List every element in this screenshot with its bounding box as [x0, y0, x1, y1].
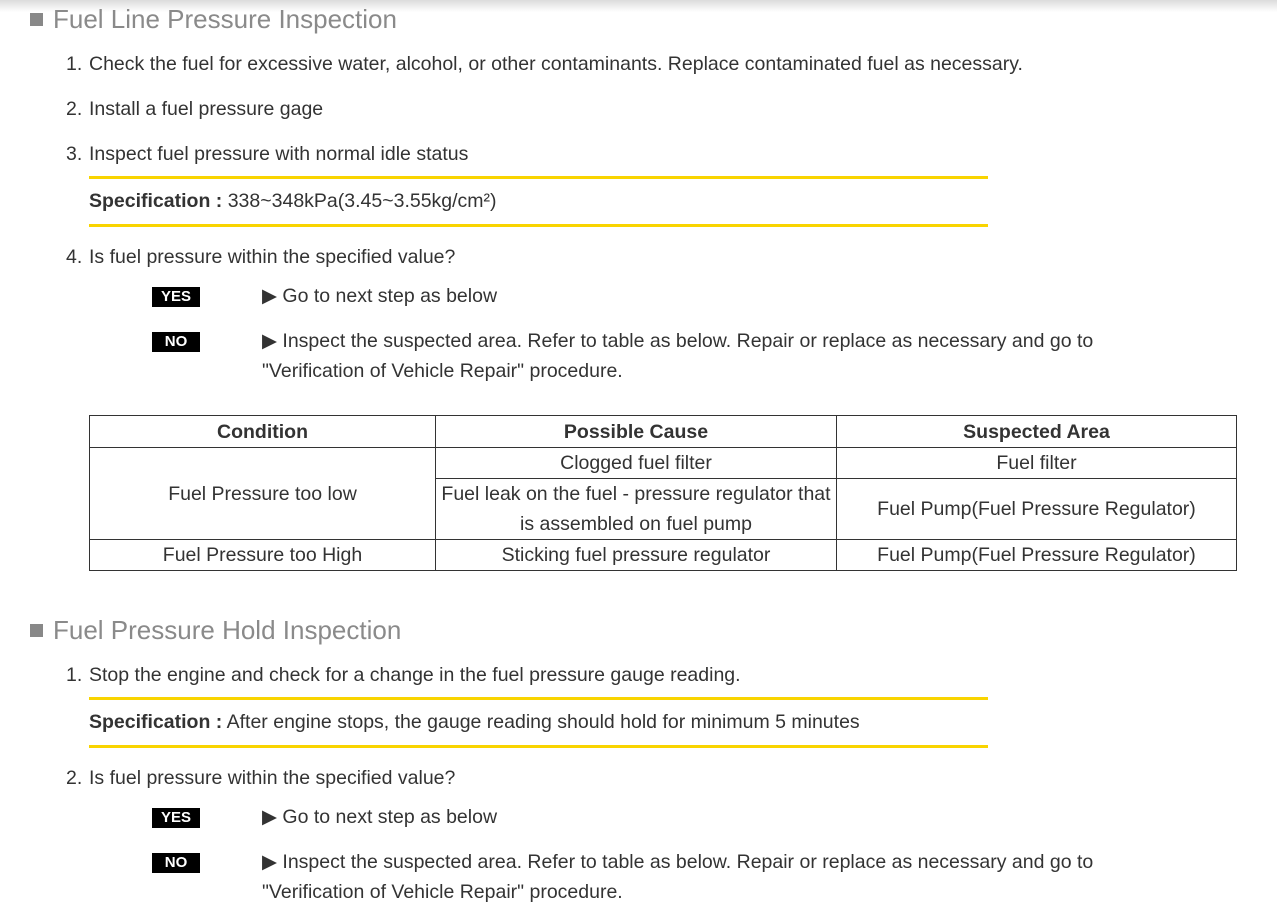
- step-4: [66, 246, 456, 269]
- step-text: Inspect fuel pressure with normal idle status: [89, 143, 469, 165]
- step-number: 3.: [66, 143, 83, 165]
- cell-cause: Fuel leak on the fuel - pressure regulator that is assembled on fuel pump: [436, 479, 837, 540]
- cell-cause: Sticking fuel pressure regulator: [436, 540, 837, 571]
- step-text: Stop the engine and check for a change in the fuel pressure gauge reading.: [89, 664, 741, 686]
- table-header-row: [90, 416, 1237, 448]
- step-number: 2.: [66, 98, 83, 120]
- spec-value: After engine stops, the gauge reading should hold for minimum 5 minutes: [226, 711, 860, 733]
- cell-condition: Fuel Pressure too High: [90, 540, 436, 571]
- spec-label: Specification :: [89, 190, 223, 212]
- yes-answer-text: ▶ Go to next step as below: [262, 806, 498, 828]
- inspection-table: [89, 415, 1237, 571]
- no-answer-line: ▶ Inspect the suspected area. Refer to table as below. Repair or replace as necessary and go to: [262, 330, 1094, 352]
- square-bullet-icon: [30, 624, 43, 637]
- section-title-text: Fuel Line Pressure Inspection: [53, 4, 397, 34]
- step-number: 4.: [66, 246, 83, 268]
- no-answer-line: "Verification of Vehicle Repair" procedure.: [262, 360, 623, 382]
- no-badge: NO: [152, 332, 200, 352]
- step-number: 2.: [66, 767, 83, 789]
- square-bullet-icon: [30, 13, 43, 26]
- yes-answer-text: ▶ Go to next step as below: [262, 285, 498, 307]
- step-text: Check the fuel for excessive water, alcohol, or other contaminants. Replace contaminated fuel as necessary.: [89, 53, 1023, 75]
- spec-value: 338~348kPa(3.45~3.55kg/cm²): [227, 190, 497, 212]
- step-text: Install a fuel pressure gage: [89, 98, 324, 120]
- cell-area: Fuel Pump(Fuel Pressure Regulator): [837, 540, 1237, 571]
- table-row: [90, 540, 1237, 571]
- no-badge: NO: [152, 853, 200, 873]
- step-2: [66, 767, 456, 790]
- cell-area: Fuel Pump(Fuel Pressure Regulator): [837, 479, 1237, 540]
- no-answer-line: ▶ Inspect the suspected area. Refer to table as below. Repair or replace as necessary and go to: [262, 851, 1094, 873]
- yes-badge: YES: [152, 287, 200, 307]
- header-suspected-area: Suspected Area: [837, 416, 1237, 448]
- step-2: [66, 98, 324, 121]
- cell-cause: Clogged fuel filter: [436, 448, 837, 479]
- section-title-fuel-line-pressure: [30, 4, 397, 35]
- step-number: 1.: [66, 53, 83, 75]
- step-text: Is fuel pressure within the specified value?: [89, 246, 456, 268]
- no-answer-line: "Verification of Vehicle Repair" procedure.: [262, 881, 623, 903]
- step-1: [66, 53, 1023, 76]
- step-number: 1.: [66, 664, 83, 686]
- step-text: Is fuel pressure within the specified value?: [89, 767, 456, 789]
- header-possible-cause: Possible Cause: [436, 416, 837, 448]
- specification-box: [89, 176, 988, 227]
- cell-area: Fuel filter: [837, 448, 1237, 479]
- no-answer-text: [262, 847, 1093, 907]
- section-title-text: Fuel Pressure Hold Inspection: [53, 615, 402, 645]
- yes-badge: YES: [152, 808, 200, 828]
- header-condition: Condition: [90, 416, 436, 448]
- step-3: [66, 143, 469, 166]
- section-title-fuel-pressure-hold: [30, 615, 401, 646]
- cell-condition: Fuel Pressure too low: [90, 448, 436, 540]
- specification-box: [89, 697, 988, 748]
- table-row: [90, 448, 1237, 479]
- spec-label: Specification :: [89, 711, 223, 733]
- no-answer-text: [262, 326, 1093, 386]
- step-1: [66, 664, 741, 687]
